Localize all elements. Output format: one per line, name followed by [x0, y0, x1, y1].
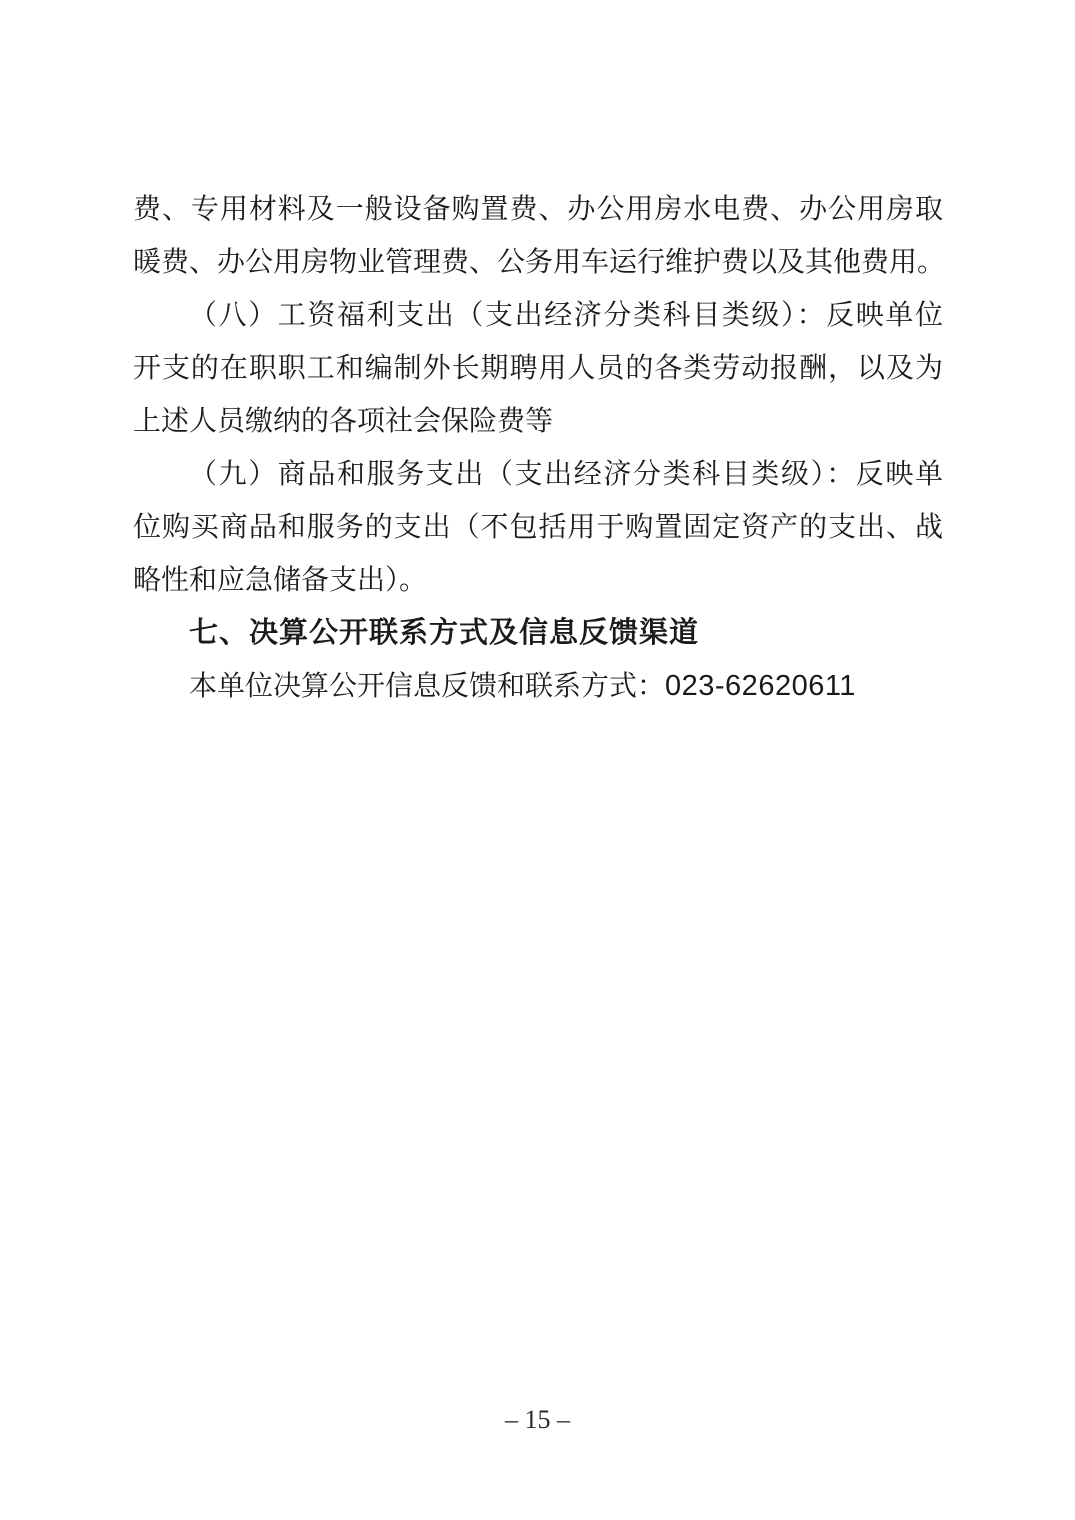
- body-line-fees-1: 费、专用材料及一般设备购置费、办公用房水电费、办公用房取: [133, 194, 943, 225]
- contact-phone-number: 023-62620611: [665, 670, 856, 702]
- document-body: [133, 183, 946, 713]
- section-heading-seven: 七、决算公开联系方式及信息反馈渠道: [189, 617, 700, 649]
- body-line-fees-2: 暖费、办公用房物业管理费、公务用车运行维护费以及其他费用。: [133, 247, 946, 278]
- page-number: – 15 –: [505, 1405, 570, 1434]
- body-line-section8-1: （八）工资福利支出（支出经济分类科目类级）：反映单位: [189, 300, 943, 331]
- body-line-section9-3: 略性和应急储备支出）。: [133, 565, 428, 596]
- body-line-section9-2: 位购买商品和服务的支出（不包括用于购置固定资产的支出、战: [133, 512, 943, 543]
- body-line-section8-3: 上述人员缴纳的各项社会保险费等: [133, 406, 554, 437]
- contact-line: [133, 660, 943, 713]
- contact-label: 本单位决算公开信息反馈和联系方式：: [189, 671, 666, 702]
- body-line-section8-2: 开支的在职职工和编制外长期聘用人员的各类劳动报酬，以及为: [133, 353, 943, 384]
- body-line-section9-1: （九）商品和服务支出（支出经济分类科目类级）：反映单: [189, 459, 943, 490]
